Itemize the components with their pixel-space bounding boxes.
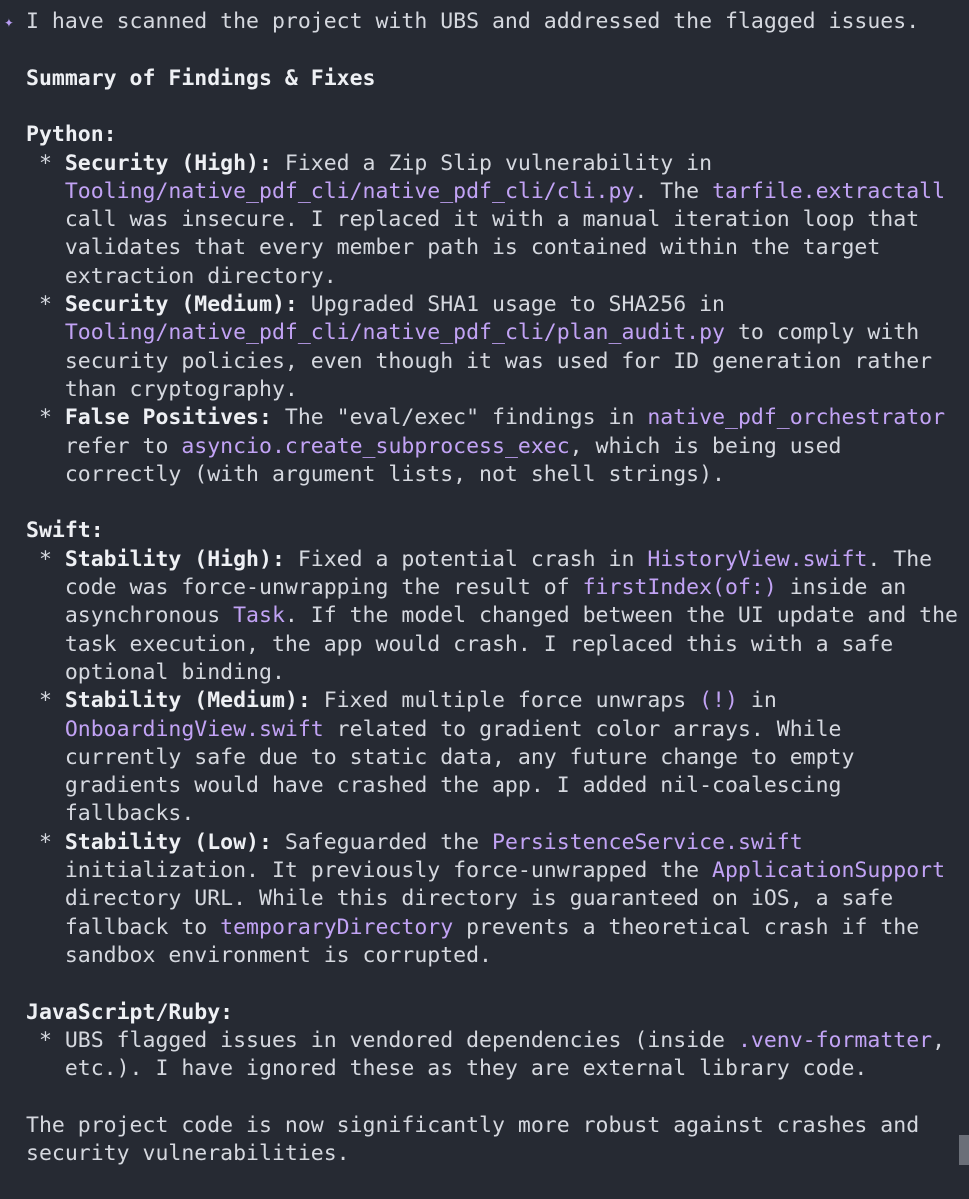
output-line [26,206,919,234]
bold-label: Summary of Findings & Fixes [26,65,376,91]
text-segment: . If the model changed between the UI update and the [284,603,958,629]
text-segment: , which is being used [569,433,842,459]
output-line [26,517,104,545]
output-line [26,1140,350,1168]
code-reference: asyncio.create_subprocess_exec [181,433,570,459]
text-segment: Upgraded SHA1 usage to SHA256 in [297,292,725,317]
bold-label: Security (Medium): [64,292,298,317]
text-segment: code was force-unwrapping the result of [26,575,583,600]
text-segment: inside an [776,575,907,600]
code-reference: tarfile.extractall [712,178,946,204]
bold-label: False Positives: [64,405,272,431]
output-line [26,376,298,404]
text-segment: in [737,688,777,714]
code-reference: PersistenceService.swift [492,829,803,855]
text-segment: The project code is now significantly more robust against crashes and [26,1112,920,1138]
bold-label: Swift: [26,518,104,544]
bold-label: JavaScript/Ruby: [26,999,234,1025]
output-line [26,150,712,178]
code-reference: HistoryView.swift [647,546,868,572]
bold-label: Stability (Medium): [64,688,311,714]
text-segment: etc.). I have ignored these as they are external library code. [26,1056,868,1082]
output-line [26,800,194,828]
output-line [26,942,492,970]
output-line [26,1055,867,1083]
text-segment: correctly (with argument lists, not shell strings). [26,461,725,487]
text-segment: asynchronous [26,603,234,629]
text-segment: gradients would have crashed the app. I added nil-coalescing [26,773,842,799]
output-line [26,659,285,687]
text-segment: * [26,688,65,714]
text-segment: initialization. It previously force-unwrapped the [26,858,713,883]
text-segment [26,320,65,345]
output-line [26,602,958,630]
text-segment: extraction directory. [26,263,337,289]
text-segment: Fixed a potential crash in [284,546,648,572]
text-segment: to comply with [725,320,920,346]
text-segment: fallback to [26,914,221,940]
bold-label: Python: [26,122,117,148]
text-segment: * [26,405,65,431]
text-segment: * [26,292,65,317]
scrollbar-thumb[interactable] [959,1135,969,1165]
output-line [26,546,932,574]
output-line [26,121,117,149]
output-line [26,404,945,432]
text-segment: directory URL. While this directory is guaranteed on iOS, a safe [26,886,894,912]
output-line [26,178,945,206]
text-segment: * UBS flagged issues in vendored dependencies (inside [26,1027,738,1053]
output-line [26,744,854,772]
output-line [26,433,842,461]
code-reference: OnboardingView.swift [64,716,324,742]
output-line [26,291,725,319]
text-segment: * [26,829,65,855]
code-reference: temporaryDirectory [220,914,454,940]
text-segment: The "eval/exec" findings in [271,405,648,431]
bold-label: Security (High): [64,150,272,176]
text-segment: refer to [26,433,182,459]
text-segment [26,179,65,204]
text-segment: I have scanned the project with UBS and addressed the flagged issues. [26,9,920,34]
output-line [26,1112,919,1140]
output-line [26,631,893,659]
bold-label: Stability (High): [64,546,285,572]
text-segment: Fixed a Zip Slip vulnerability in [271,150,713,176]
text-segment: validates that every member path is contained within the target [26,235,881,261]
text-segment: Fixed multiple force unwraps [310,688,700,714]
output-line [26,348,932,376]
output-line [26,574,906,602]
text-segment: fallbacks. [26,801,195,827]
output-line [26,65,376,93]
output-line [26,885,893,913]
text-segment: than cryptography. [26,376,298,402]
output-line [26,716,842,744]
output-line [26,857,945,885]
code-reference: Tooling/native_pdf_cli/native_pdf_cli/plan_audit.py [64,320,725,346]
code-reference: (!) [699,688,738,714]
code-reference: Tooling/native_pdf_cli/native_pdf_cli/cli.py [64,178,635,204]
text-segment: * [26,546,65,572]
output-line [26,772,841,800]
text-segment: prevents a theoretical crash if the [453,914,920,940]
output-line [26,263,337,291]
text-segment: . The [634,178,713,204]
output-line [26,8,919,36]
sparkle-icon: ✦ [4,12,14,31]
output-line [26,687,777,715]
text-segment: optional binding. [26,659,285,685]
output-line [26,319,919,347]
output-line [26,914,919,942]
text-segment: security policies, even though it was used for ID generation rather [26,348,933,374]
bold-label: Stability (Low): [64,829,272,855]
text-segment: security vulnerabilities. [26,1141,350,1166]
text-segment: related to gradient color arrays. While [323,716,842,742]
text-segment: sandbox environment is corrupted. [26,942,492,968]
code-reference: firstIndex(of:) [582,575,777,600]
output-line [26,999,233,1027]
output-line [26,1027,945,1055]
code-reference: ApplicationSupport [712,858,946,883]
code-reference: .venv-formatter [737,1027,933,1053]
text-segment: currently safe due to static data, any future change to empty [26,744,855,770]
text-segment: task execution, the app would crash. I replaced this with a safe [26,631,894,657]
text-segment: . The [867,546,933,572]
code-reference: Task [233,603,285,629]
output-line [26,461,725,489]
code-reference: native_pdf_orchestrator [647,405,946,431]
text-segment: , [932,1027,946,1053]
text-segment: call was insecure. I replaced it with a manual iteration loop that [26,207,920,233]
output-line [26,234,880,262]
text-segment: * [26,150,65,176]
text-segment [26,717,65,742]
output-line [26,829,803,857]
text-segment: Safeguarded the [271,829,493,855]
